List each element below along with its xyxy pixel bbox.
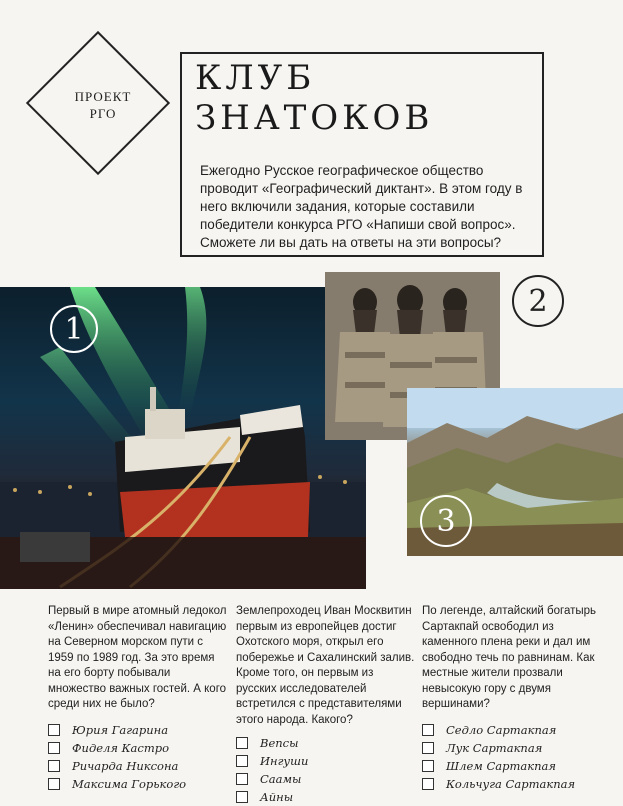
checkbox[interactable]	[422, 742, 434, 754]
answer-label: Ричарда Никсона	[72, 758, 179, 773]
question-number-1: 1	[50, 305, 98, 353]
answer-option[interactable]	[48, 721, 228, 739]
checkbox[interactable]	[48, 742, 60, 754]
answer-label: Айны	[260, 790, 294, 804]
page-title	[195, 58, 433, 138]
checkbox[interactable]	[422, 724, 434, 736]
answer-option[interactable]	[48, 757, 228, 775]
project-badge	[33, 88, 173, 122]
answer-label: Вепсы	[260, 736, 299, 750]
badge-line-2: РГО	[89, 106, 117, 121]
question-2-text: Землепроходец Иван Москвитин первым из европейцев достиг Охотского моря, открыл его побережье и Сахалинский залив. Кроме того, он первым из русских исследователей встретился с представителями этого народа. Какого?	[236, 605, 415, 726]
answer-option[interactable]	[236, 734, 416, 752]
question-2-options	[236, 734, 416, 806]
answer-label: Юрия Гагарина	[72, 722, 169, 737]
answer-option[interactable]	[236, 770, 416, 788]
answer-label: Фиделя Кастро	[72, 740, 170, 755]
intro-text: Ежегодно Русское географическое общество проводит «Географический диктант». В этом году в него включили задания, которые составили победители конкурса РГО «Напиши свой вопрос». Сможете ли вы дать на ответы на эти вопросы?	[200, 163, 523, 250]
question-1	[48, 604, 228, 793]
checkbox[interactable]	[236, 773, 248, 785]
answer-label: Максима Горького	[72, 776, 187, 791]
checkbox[interactable]	[48, 724, 60, 736]
answer-option[interactable]	[422, 739, 602, 757]
answer-label: Ингуши	[260, 754, 309, 768]
badge-line-1: ПРОЕКТ	[74, 89, 132, 104]
checkbox[interactable]	[236, 755, 248, 767]
answer-label: Саамы	[260, 772, 302, 786]
answer-label: Седло Сартакпая	[446, 722, 557, 737]
question-1-text: Первый в мире атомный ледокол «Ленин» обеспечивал навигацию на Северном морском пути с 1959 по 1989 год. За это время на его борту побывали множество важных гостей. А кого среди них не было?	[48, 605, 227, 710]
answer-label: Кольчуга Сартакпая	[446, 776, 576, 791]
answer-option[interactable]	[236, 752, 416, 770]
question-3	[422, 604, 602, 793]
title-line-2: ЗНАТОКОВ	[195, 98, 434, 138]
checkbox[interactable]	[48, 760, 60, 772]
answer-label: Лук Сартакпая	[446, 740, 543, 755]
checkbox[interactable]	[422, 760, 434, 772]
checkbox[interactable]	[236, 791, 248, 803]
question-number-3: 3	[420, 495, 472, 547]
question-1-options	[48, 721, 228, 793]
answer-option[interactable]	[422, 775, 602, 793]
answer-option[interactable]	[236, 788, 416, 806]
answer-option[interactable]	[48, 775, 228, 793]
title-line-1: КЛУБ	[195, 58, 316, 98]
checkbox[interactable]	[422, 778, 434, 790]
checkbox[interactable]	[48, 778, 60, 790]
question-number-2: 2	[512, 275, 564, 327]
checkbox[interactable]	[236, 737, 248, 749]
answer-option[interactable]	[422, 757, 602, 775]
question-2	[236, 604, 416, 806]
answer-label: Шлем Сартакпая	[446, 758, 556, 773]
question-3-options	[422, 721, 602, 793]
question-3-text: По легенде, алтайский богатырь Сартакпай освободил из каменного плена реки и дал им свободно течь по равнинам. Как местные жители прозвали невысокую гору с двумя вершинами?	[422, 605, 597, 710]
answer-option[interactable]	[48, 739, 228, 757]
answer-option[interactable]	[422, 721, 602, 739]
